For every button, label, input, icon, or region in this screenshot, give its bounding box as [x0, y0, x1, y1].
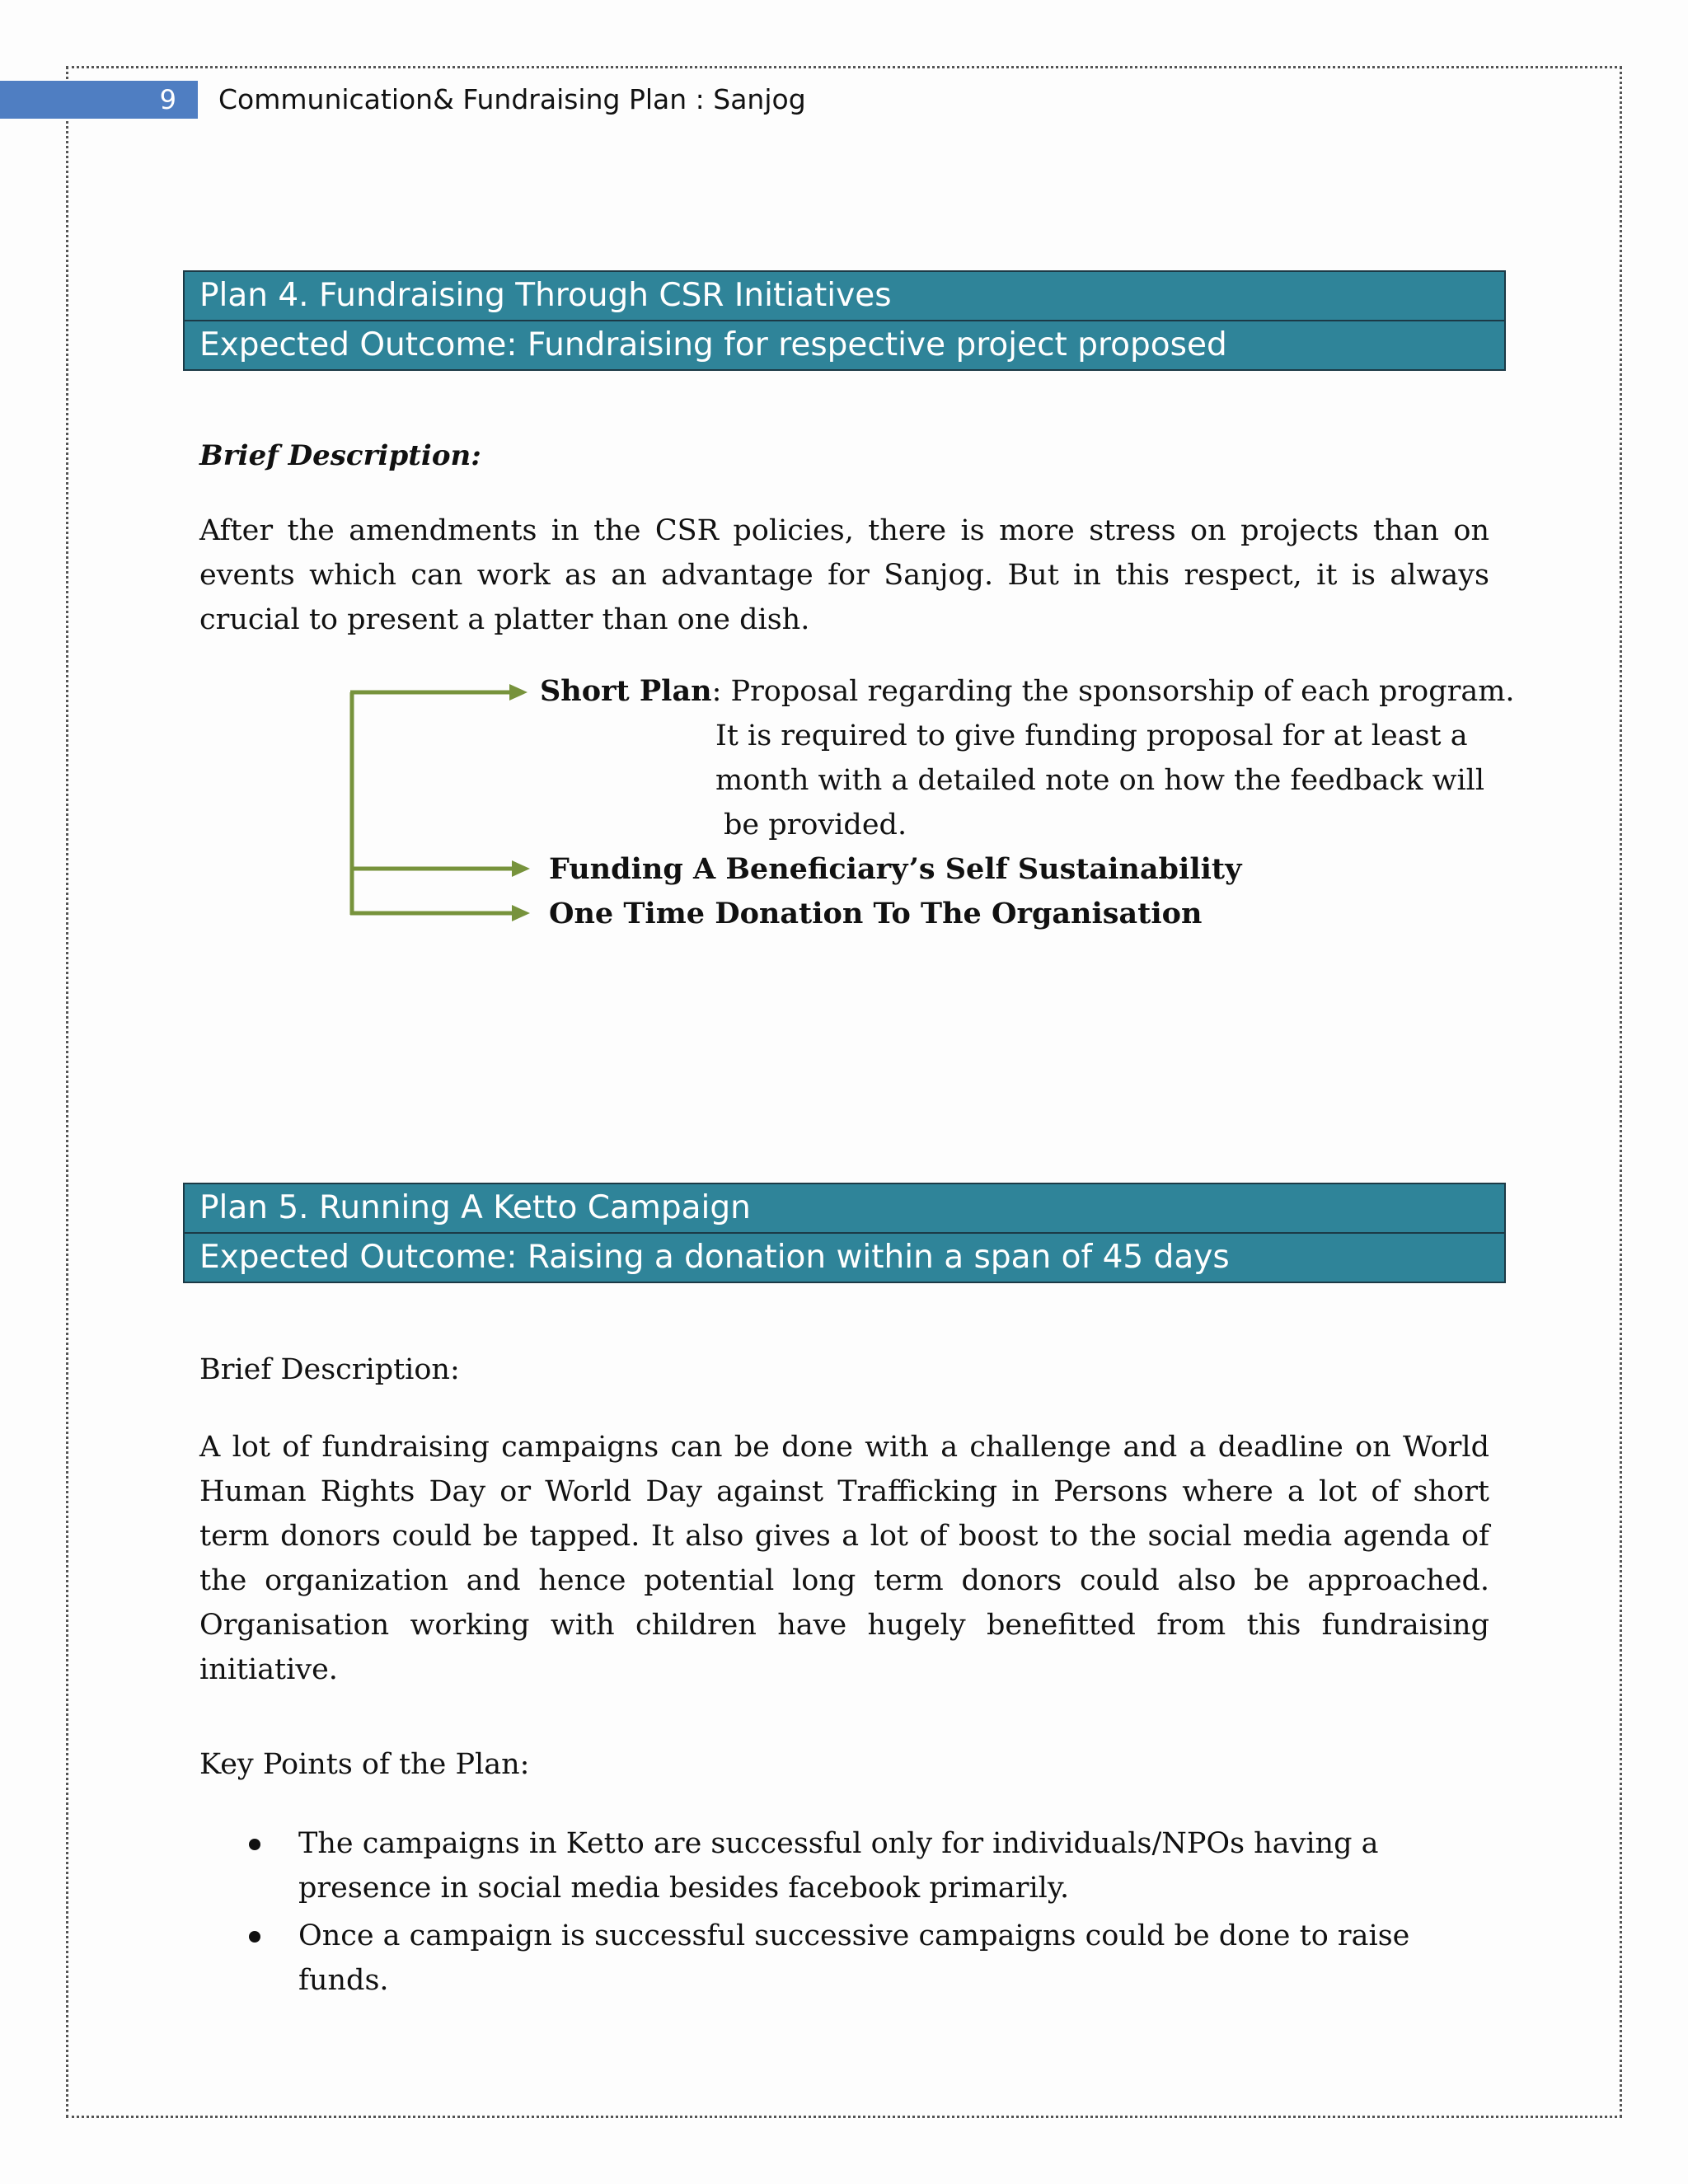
list-item: [239, 1821, 1489, 1910]
page-number: 9: [0, 81, 198, 119]
short-plan-line4: be provided.: [724, 808, 907, 841]
option-one-time-donation: One Time Donation To The Organisation: [549, 897, 1203, 930]
key-point-text: Once a campaign is successful successive campaigns could be done to raise funds.: [298, 1919, 1410, 1997]
list-item: [239, 1914, 1489, 2003]
option-funding-beneficiary: Funding A Beneficiary’s Self Sustainability: [549, 852, 1242, 886]
plan4-description: After the amendments in the CSR policies, there is more stress on projects than on events which can work as an advantage for Sanjog. But in this respect, it is always crucial to present a platter than one dish.: [199, 514, 1489, 636]
bullet-icon: [249, 1839, 260, 1850]
arrowhead-option3: [512, 905, 530, 921]
plan5-description: A lot of fundraising campaigns can be done with a challenge and a deadline on World Human Rights Day or World Day against Trafficking in Persons where a lot of short term donors could be tapped. It also gives a lot of boost to the social media agenda of the organization and hence potential long term donors could also be approached. Organisation working with children have hugely benefitted from this fundraising initiative.: [199, 1431, 1489, 1686]
bullet-icon: [249, 1931, 260, 1943]
plan4-expected-outcome: Expected Outcome: Fundraising for respective project proposed: [185, 320, 1504, 369]
short-plan-line3: month with a detailed note on how the feedback will: [715, 764, 1485, 797]
plan4-brief-heading: Brief Description:: [199, 439, 481, 472]
key-point-text: The campaigns in Ketto are successful only for individuals/NPOs having a presence in social media besides facebook primarily.: [298, 1827, 1379, 1905]
plan5-expected-outcome: Expected Outcome: Raising a donation within a span of 45 days: [185, 1232, 1504, 1282]
plan5-key-points-list: [239, 1821, 1489, 2006]
plan5-key-points-heading: Key Points of the Plan:: [199, 1748, 530, 1781]
plan4-title: Plan 4. Fundraising Through CSR Initiatives: [185, 272, 1504, 320]
short-plan-item: [540, 669, 1515, 714]
short-plan-line1: : Proposal regarding the sponsorship of each program.: [711, 675, 1515, 708]
short-plan-line2: It is required to give funding proposal for at least a: [715, 719, 1468, 752]
arrowhead-option2: [512, 860, 530, 877]
short-plan-label: Short Plan: [540, 674, 712, 708]
document-header-title: Communication& Fundraising Plan : Sanjog: [218, 83, 806, 115]
arrowhead-short-plan: [509, 684, 528, 701]
plan5-title: Plan 5. Running A Ketto Campaign: [185, 1184, 1504, 1232]
plan5-title-box: [183, 1183, 1506, 1283]
plan5-brief-heading: Brief Description:: [199, 1353, 460, 1386]
